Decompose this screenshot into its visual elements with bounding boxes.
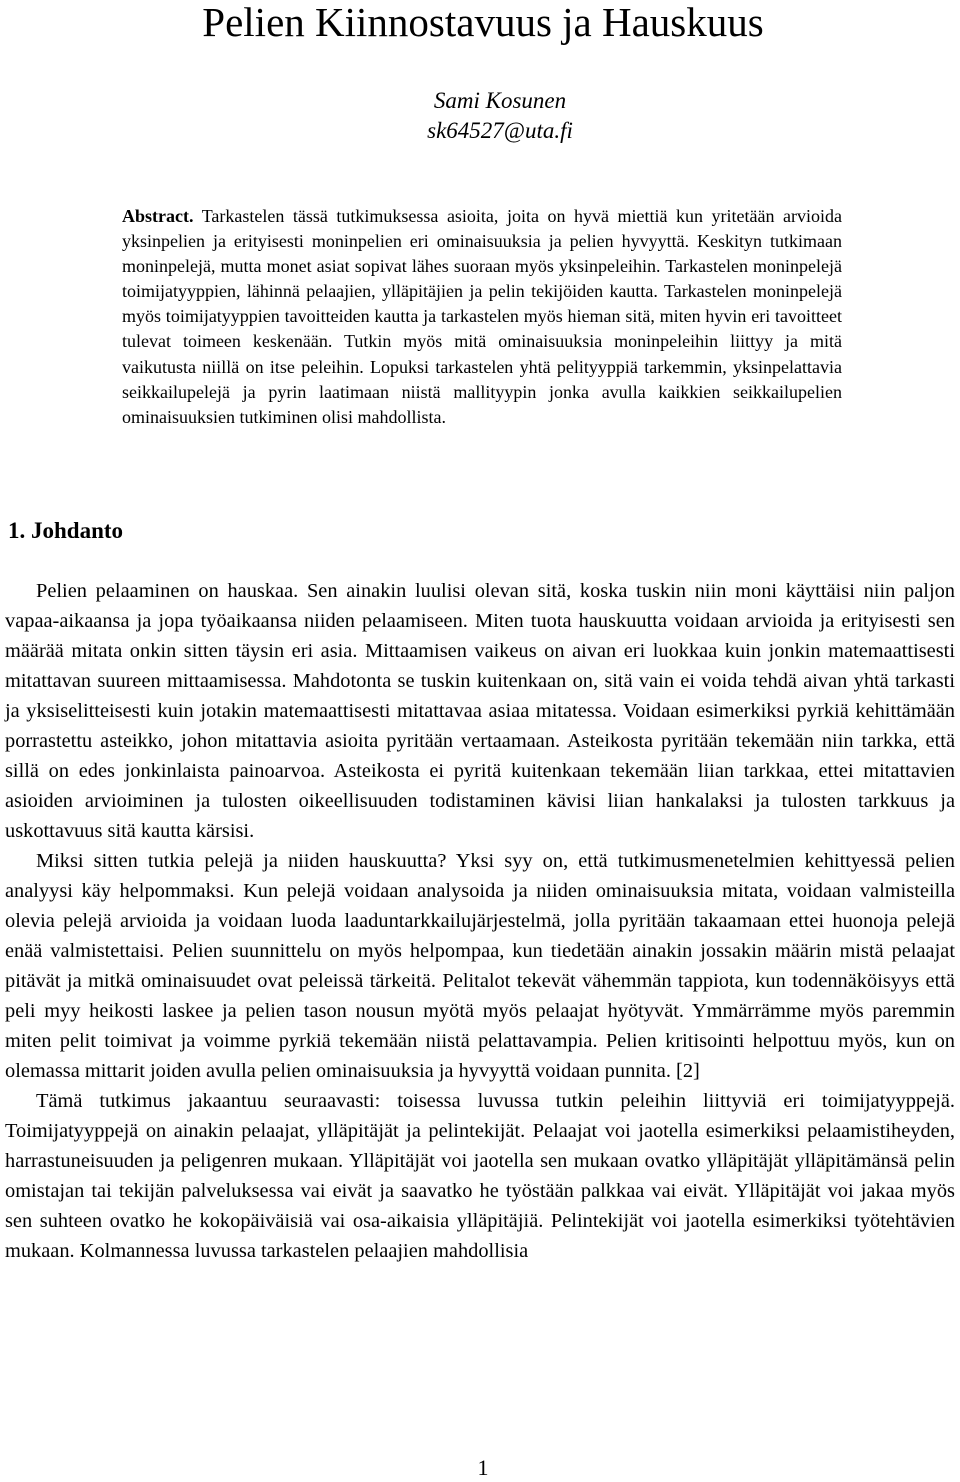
paragraph: Miksi sitten tutkia pelejä ja niiden hauskuutta? Yksi syy on, että tutkimusmenetelmien kehittyessä pelien analyysi käy helpommaksi. Kun pelejä voidaan analysoida ja niiden ominaisuuksia mitata, voidaan valmisteilla olevia pelejä arvioida ja voidaan luoda laaduntarkkailujärjestelmä, jolla pyritään takaamaan ettei huonoja pelejä enää valmistettaisi. Pelien suunnittelu on myös helpompaa, kun tiedetään ainakin jossakin määrin mistä pelaajat pitävät ja mitkä ominaisuudet ovat peleissä tärkeitä. Pelitalot tekevät vähemmän tappiota, kun todennäköisyys että peli myy heikosti laskee ja pelien tason nousun myötä myös pelaajat hyötyvät. Ymmärrämme myös paremmin miten pelit toimivat ja voimme pyrkiä tekemään niistä pelattavampia. Pelien kritisointi helpottuu myös, kun on olemassa mittarit joiden avulla pelien ominaisuuksia ja hyvyyttä voidaan punnita. [2] <box>5 850 955 1082</box>
section-heading: 1. Johdanto <box>8 518 124 543</box>
abstract <box>122 204 842 430</box>
abstract-label: Abstract. <box>122 206 194 226</box>
author-name: Sami Kosunen <box>433 88 567 113</box>
section-body <box>5 576 955 1266</box>
abstract-text: Tarkastelen tässä tutkimuksessa asioita, joita on hyvä miettiä kun yritetään arvioida yksinpelien ja erityisesti moninpelien eri ominaisuuksia ja pelien hyvyyttä. Keskityn tutkimaan moninpelejä, mutta monet asiat sopivat lähes suoraan myös yksinpeleihin. Tarkastelen moninpelejä toimijatyyppien, lähinnä pelaajien, ylläpitäjien ja pelin tekijöiden kautta. Tarkastelen moninpelejä myös toimijatyyppien tavoitteiden kautta ja tarkastelen myös hieman sitä, miten hyvin eri tavoitteet tulevat toimeen keskenään. Tutkin myös mitä ominaisuuksia moninpeleihin liittyy ja mitä vaikutusta niillä on itse peleihin. Lopuksi tarkastelen yhtä pelityyppiä tarkemmin, yksinpelattavia seikkailupelejä ja pyrin laatimaan niistä mallityypin jonka avulla kaikkien seikkailupelien ominaisuuksien tutkiminen olisi mahdollista. <box>122 206 842 427</box>
page-number: 1 <box>477 1455 489 1480</box>
paper-title: Pelien Kiinnostavuus ja Hauskuus <box>202 0 764 45</box>
paragraph: Pelien pelaaminen on hauskaa. Sen ainakin luulisi olevan sitä, koska tuskin niin moni käyttäisi niin paljon vapaa-aikaansa ja jopa työaikaansa niiden pelaamiseen. Miten tuota hauskuutta voidaan arvioida ja erityisesti sen määrää mitata onkin sitten täysin eri asia. Mittaamisen vaikeus on aivan eri luokkaa kuin jonkin matemaattisesti mitattavan suureen mittaamisessa. Mahdotonta se tuskin kuitenkaan on, sitä vain ei voida tehdä aivan yhtä tarkasti ja yksiselitteisesti kuin jotakin matemaattisesti mitattavaa asiaa mitatessa. Voidaan esimerkiksi pyrkiä kehittämään porrastettu asteikko, johon mitattavia asioita pyritään vertaamaan. Asteikosta pyritään tekemään niin tarkka, että sillä on edes jonkinlaista painoarvoa. Asteikosta ei pyritä kuitenkaan tekemään liian tarkkaa, ettei mitattavien asioiden arvioiminen ja tulosten oikeellisuuden todistaminen kävisi liian hankalaksi ja tulosten tarkkuus ja uskottavuus sitä kautta kärsisi. <box>5 580 955 842</box>
author-email[interactable]: sk64527@uta.fi <box>427 118 573 143</box>
paragraph: Tämä tutkimus jakaantuu seuraavasti: toisessa luvussa tutkin peleihin liittyviä eri toimijatyyppejä. Toimijatyyppejä on ainakin pelaajat, ylläpitäjät ja pelintekijät. Pelaajat voi jaotella esimerkiksi pelaamistiheyden, harrastuneisuuden ja peligenren mukaan. Ylläpitäjät voi jaotella sen mukaan ovatko ylläpitäjät ylläpitämänsä pelin omistajan tai tekijän palveluksessa vai eivät ja saavatko he työstään palkkaa vai eivät. Ylläpitäjät voi jakaa myös sen suhteen ovatko he kokopäiväisiä vai osa-aikaisia ylläpitäjiä. Pelintekijät voi jaotella esimerkiksi työtehtävien mukaan. Kolmannessa luvussa tarkastelen pelaajien mahdollisia <box>5 1090 955 1262</box>
